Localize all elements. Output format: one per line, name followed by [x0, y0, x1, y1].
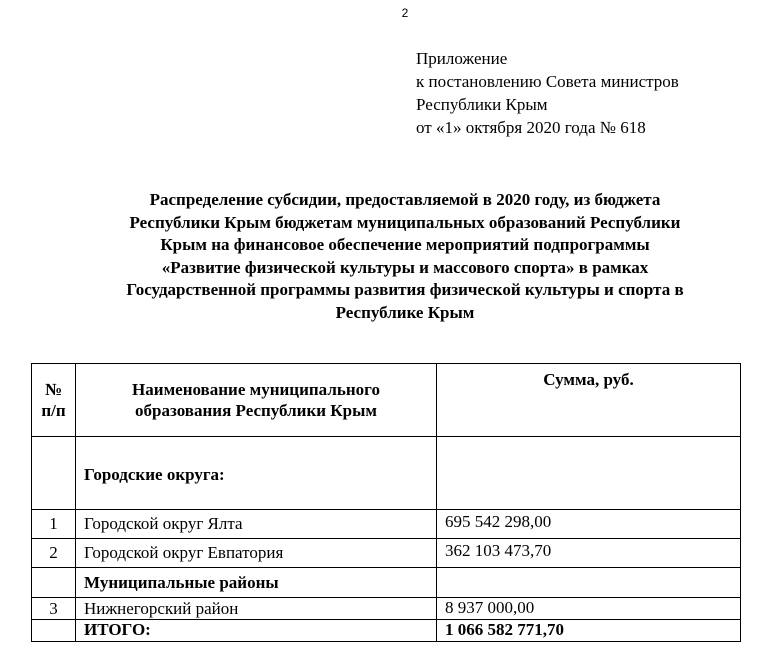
row-sum: 362 103 473,70	[437, 539, 741, 568]
appendix-line: к постановлению Совета министров	[416, 72, 679, 91]
title-line: Государственной программы развития физической культуры и спорта в	[126, 280, 684, 299]
row-name: Нижнегорский район	[76, 598, 437, 620]
row-sum: 8 937 000,00	[437, 598, 741, 620]
section-num-cell	[32, 437, 76, 510]
appendix-line: Приложение	[416, 49, 508, 68]
header-name	[76, 364, 437, 437]
header-sum: Сумма, руб.	[437, 364, 741, 437]
section-sum-cell	[437, 437, 741, 510]
title-line: Республике Крым	[335, 302, 475, 322]
section-row-urban	[32, 437, 741, 510]
appendix-line: от «1» октября 2020 года № 618	[416, 118, 646, 137]
title-line: Крым на финансовое обеспечение мероприятий подпрограммы	[160, 235, 650, 254]
section-row-districts	[32, 568, 741, 598]
row-name: Городской округ Евпатория	[76, 539, 437, 568]
row-sum: 695 542 298,00	[437, 510, 741, 539]
row-name: Городской округ Ялта	[76, 510, 437, 539]
table-row	[32, 539, 741, 568]
title-line: «Развитие физической культуры и массового спорта» в рамках	[161, 257, 649, 277]
total-label: ИТОГО:	[76, 620, 437, 642]
appendix-line: Республики Крым	[416, 95, 548, 114]
title-line: Распределение субсидии, предоставляемой в 2020 году, из бюджета	[149, 190, 661, 209]
header-number-line: п/п	[41, 401, 66, 420]
row-number: 2	[32, 539, 76, 568]
table-header-row	[32, 364, 741, 437]
table-row	[32, 598, 741, 620]
header-name-line: образования Республики Крым	[135, 401, 377, 420]
section-sum-cell	[437, 568, 741, 598]
table-row	[32, 510, 741, 539]
header-number	[32, 364, 76, 437]
total-num-cell	[32, 620, 76, 642]
total-row	[32, 620, 741, 642]
header-number-line: №	[44, 380, 63, 399]
appendix-block	[416, 47, 679, 139]
row-number: 3	[32, 598, 76, 620]
page-number: 2	[401, 6, 409, 20]
row-number: 1	[32, 510, 76, 539]
section-num-cell	[32, 568, 76, 598]
total-sum: 1 066 582 771,70	[437, 620, 741, 642]
header-name-line: Наименование муниципального	[132, 380, 380, 399]
subsidy-table	[31, 363, 741, 642]
section-label-districts: Муниципальные районы	[76, 568, 437, 598]
title-line: Республики Крым бюджетам муниципальных образований Республики	[129, 212, 681, 232]
document-title	[0, 189, 774, 324]
section-label-urban: Городские округа:	[76, 437, 437, 510]
